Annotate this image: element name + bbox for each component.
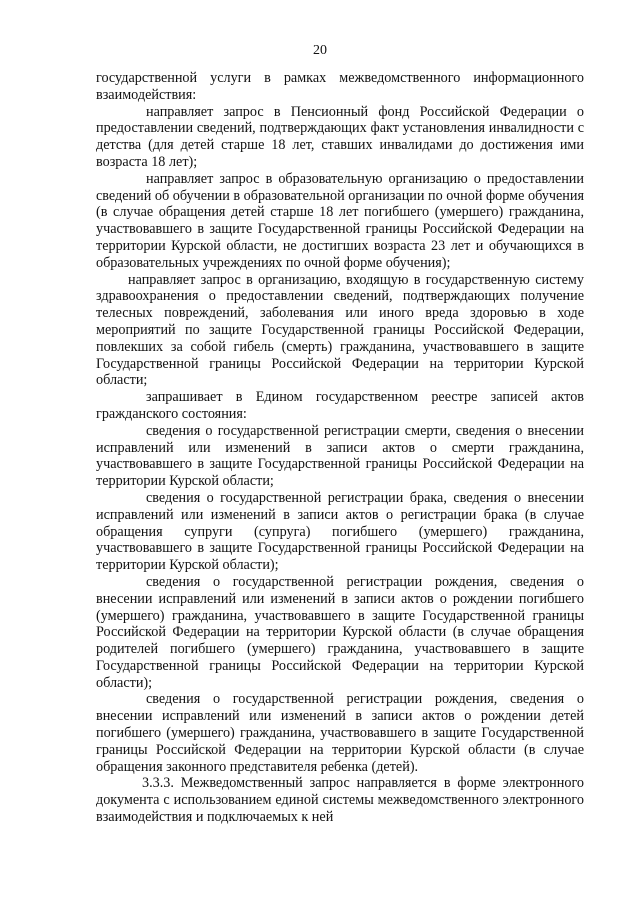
- document-body: [96, 70, 584, 826]
- paragraph-healthcare-request: направляет запрос в организацию, входящую в государственную систему здравоохранения о предоставлении сведений, подтверждающих получение телесных повреждений, заболевания или иного вреда здоровью в ходе мероприятий по защите Государственной границы Российской Федерации, повлекших за собой гибель (смерть) гражданина, участвовавшего в защите Государственной границы Российской Федерации на территории Курской области;: [96, 271, 584, 389]
- paragraph-education-request: направляет запрос в образовательную организацию о предоставлении сведений об обучении в образовательной организации по очной форме обучения (в случае обращения детей старше 18 лет погибшего (умершего) гражданина, участвовавшего в защите Государственной границы Российской Федерации на территории Курской области, не достигших возраста 23 лет и обучающихся в образовательных учреждениях по очной форме обучения);: [96, 170, 584, 271]
- paragraph-death-registration: сведения о государственной регистрации смерти, сведения о внесении исправлений или изменений в записи актов о смерти гражданина, участвовавшего в защите Государственной границы Российской Федерации на территории Курской области;: [96, 422, 584, 490]
- paragraph-pension-fund-request: направляет запрос в Пенсионный фонд Российской Федерации о предоставлении сведений, подтверждающих факт установления инвалидности с детства (для детей старше 18 лет, ставших инвалидами до достижения ими возраста 18 лет);: [96, 103, 584, 170]
- paragraph-children-birth-registration: сведения о государственной регистрации рождения, сведения о внесении исправлений или изменений в записи актов о рождении детей погибшего (умершего) гражданина, участвовавшего в защите Государственной границы Российской Федерации на территории Курской области (в случае обращения законного представителя ребенка (детей).: [96, 691, 584, 775]
- paragraph-marriage-registration: сведения о государственной регистрации брака, сведения о внесении исправлений или изменений в записи актов о регистрации брака (в случае обращения супруги (супруга) погибшего (умершего) гражданина, участвовавшего в защите Государственной границы Российской Федерации на территории Курской области);: [96, 489, 584, 574]
- paragraph-section-3-3-3: 3.3.3. Межведомственный запрос направляется в форме электронного документа с использованием единой системы межведомственного электронного взаимодействия и подключаемых к ней: [96, 775, 584, 826]
- paragraph-birth-registration: сведения о государственной регистрации рождения, сведения о внесении исправлений или изменений в записи актов о рождении погибшего (умершего) гражданина, участвовавшего в защите Государственной границы Российской Федерации на территории Курской области (в случае обращения родителей погибшего (умершего) гражданина, участвовавшего в защите Государственной границы Российской Федерации на территории Курской области);: [96, 573, 584, 691]
- paragraph-continuation: государственной услуги в рамках межведомственного информационного взаимодействия:: [96, 70, 584, 103]
- page-number: 20: [313, 43, 327, 58]
- paragraph-registry-request: запрашивает в Едином государственном реестре записей актов гражданского состояния:: [96, 389, 584, 422]
